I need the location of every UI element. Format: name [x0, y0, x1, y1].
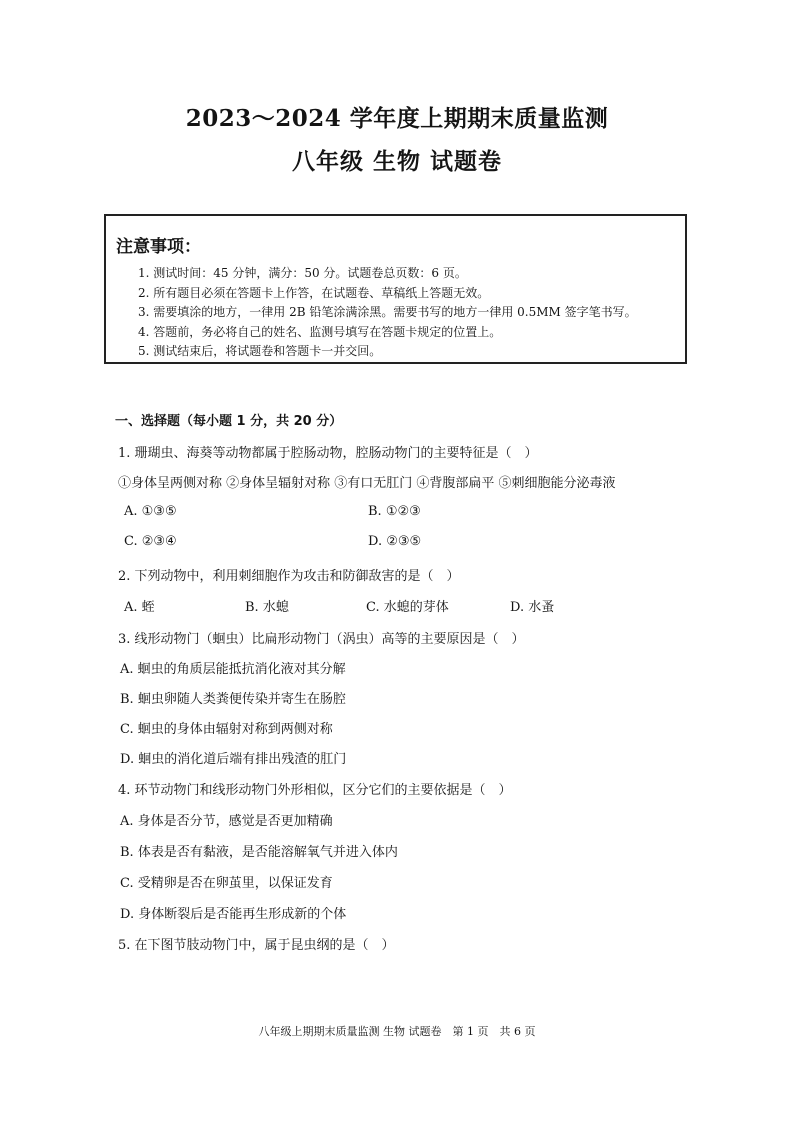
question-3-option-c: C. 蛔虫的身体由辐射对称到两侧对称: [120, 722, 333, 737]
exam-title: 2023～2024 学年度上期期末质量监测: [185, 105, 609, 132]
question-3-option-b: B. 蛔虫卵随人类粪便传染并寄生在肠腔: [120, 692, 346, 707]
question-1-option-c: C. ②③④: [124, 534, 177, 549]
question-1-list: ①身体呈两侧对称 ②身体呈辐射对称 ③有口无肛门 ④背腹部扁平 ⑤刺细胞能分泌毒液: [118, 476, 616, 491]
question-1-option-a: A. ①③⑤: [124, 504, 177, 519]
notice-item: 5. 测试结束后，将试题卷和答题卡一并交回。: [138, 344, 382, 358]
question-3-stem: 3. 线形动物门（蛔虫）比扁形动物门（涡虫）高等的主要原因是（ ）: [118, 632, 525, 647]
notice-box: [104, 214, 687, 364]
question-4-option-b: B. 体表是否有黏液，是否能溶解氧气并进入体内: [120, 845, 398, 860]
notice-title: 注意事项：: [116, 237, 201, 257]
question-2-option-a: A. 蛭: [124, 600, 155, 615]
question-3-option-a: A. 蛔虫的角质层能抵抗消化液对其分解: [120, 662, 346, 677]
question-4-option-a: A. 身体是否分节，感觉是否更加精确: [120, 814, 333, 829]
page-footer: 八年级上期期末质量监测 生物 试题卷 第 1 页 共 6 页: [258, 1025, 536, 1038]
question-2-option-d: D. 水蚤: [510, 600, 555, 615]
question-5-stem: 5. 在下图节肢动物门中，属于昆虫纲的是（ ）: [118, 938, 395, 953]
question-4-stem: 4. 环节动物门和线形动物门外形相似，区分它们的主要依据是（ ）: [118, 783, 512, 798]
section-title: 一、选择题（每小题 1 分，共 20 分）: [115, 414, 343, 429]
question-3-option-d: D. 蛔虫的消化道后端有排出残渣的肛门: [120, 752, 347, 767]
question-2-stem: 2. 下列动物中，利用刺细胞作为攻击和防御敌害的是（ ）: [118, 569, 460, 584]
question-2-option-b: B. 水螅: [245, 600, 289, 615]
question-2-option-c: C. 水螅的芽体: [366, 600, 449, 615]
question-1-option-d: D. ②③⑤: [368, 534, 422, 549]
notice-item: 2. 所有题目必须在答题卡上作答，在试题卷、草稿纸上答题无效。: [138, 285, 490, 300]
question-1-stem: 1. 珊瑚虫、海葵等动物都属于腔肠动物，腔肠动物门的主要特征是（ ）: [118, 446, 538, 461]
exam-subtitle: 八年级 生物 试题卷: [291, 148, 502, 175]
notice-list: [138, 264, 637, 362]
notice-item: 1. 测试时间：45 分钟，满分：50 分。试题卷总页数：6 页。: [138, 266, 467, 280]
notice-item: 4. 答题前，务必将自己的姓名、监测号填写在答题卡规定的位置上。: [138, 324, 502, 339]
question-4-option-d: D. 身体断裂后是否能再生形成新的个体: [120, 907, 347, 922]
question-4-option-c: C. 受精卵是否在卵茧里，以保证发育: [120, 876, 333, 891]
question-1-option-b: B. ①②③: [368, 504, 421, 519]
notice-item: 3. 需要填涂的地方，一律用 2B 铅笔涂满涂黑。需要书写的地方一律用 0.5MM 签字笔书写。: [138, 305, 637, 319]
